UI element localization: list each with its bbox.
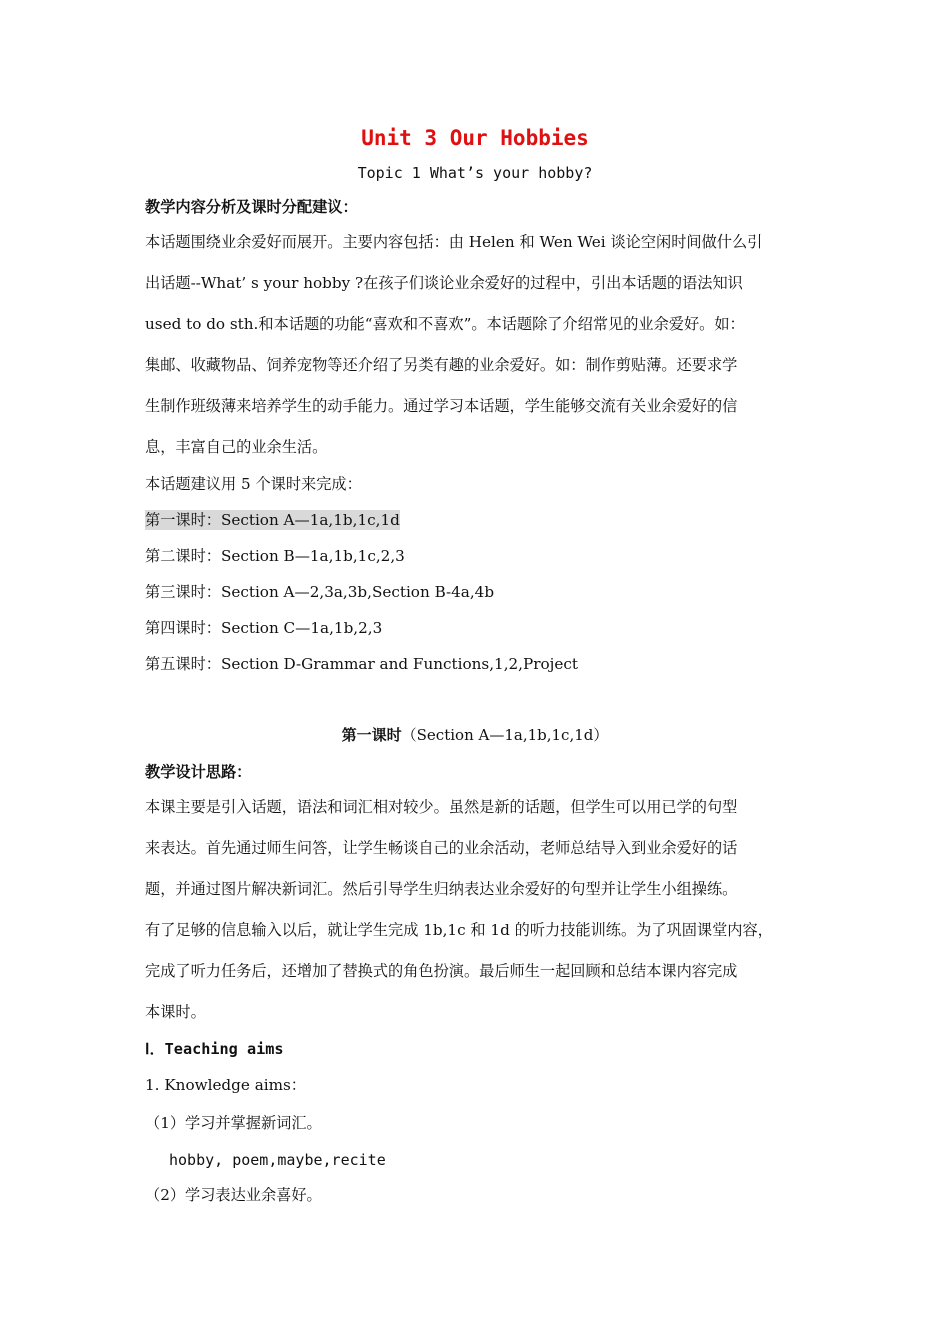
period-item-1: 第一课时：Section A—1a,1b,1c,1d xyxy=(145,511,400,529)
intro-line: 出话题--What’ s your hobby ?在孩子们谈论业余爱好的过程中，引出本话题的语法知识 xyxy=(145,274,743,292)
period-item-3: 第三课时：Section A—2,3a,3b,Section B-4a,4b xyxy=(145,583,495,601)
design-line: 来表达。首先通过师生问答，让学生畅谈自己的业余活动，老师总结导入到业余爱好的话 xyxy=(145,839,738,857)
period-item-2: 第二课时：Section B—1a,1b,1c,2,3 xyxy=(145,547,405,565)
aim-item-2: （2）学习表达业余喜好。 xyxy=(145,1186,322,1204)
design-line: 完成了听力任务后，还增加了替换式的角色扮演。最后师生一起回顾和总结本课内容完成 xyxy=(145,962,738,980)
design-line: 有了足够的信息输入以后，就让学生完成 1b,1c 和 1d 的听力技能训练。为了巩固课堂内容， xyxy=(145,921,773,939)
intro-line: 本话题围绕业余爱好而展开。主要内容包括：由 Helen 和 Wen Wei 谈论空闲时间做什么引 xyxy=(145,233,763,251)
aim-item-1: （1）学习并掌握新词汇。 xyxy=(145,1114,322,1132)
lesson-heading-sections: （Section A—1a,1b,1c,1d） xyxy=(401,726,609,744)
suggest-line: 本话题建议用 5 个课时来完成： xyxy=(145,475,362,493)
intro-line: 生制作班级薄来培养学生的动手能力。通过学习本话题，学生能够交流有关业余爱好的信 xyxy=(145,397,738,415)
design-heading: 教学设计思路： xyxy=(145,763,252,781)
intro-line: 息，丰富自己的业余生活。 xyxy=(145,438,328,456)
lesson-heading xyxy=(0,725,950,745)
design-line: 题，并通过图片解决新词汇。然后引导学生归纳表达业余爱好的句型并让学生小组操练。 xyxy=(145,880,738,898)
doc-subtitle: Topic 1 What’s your hobby? xyxy=(357,164,593,182)
intro-line: used to do sth.和本话题的功能“喜欢和不喜欢”。本话题除了介绍常见的业余爱好。如： xyxy=(145,315,745,333)
design-line: 本课时。 xyxy=(145,1003,206,1021)
period-item-5: 第五课时：Section D-Grammar and Functions,1,2,Project xyxy=(145,655,578,673)
doc-title: Unit 3 Our Hobbies xyxy=(361,126,589,150)
intro-line: 集邮、收藏物品、饲养宠物等还介绍了另类有趣的业余爱好。如：制作剪贴薄。还要求学 xyxy=(145,356,738,374)
vocab-list: hobby, poem,maybe,recite xyxy=(169,1151,386,1169)
teaching-aims-heading: Ⅰ．Teaching aims xyxy=(145,1040,284,1058)
lesson-heading-label: 第一课时 xyxy=(341,726,402,744)
design-line: 本课主要是引入话题，语法和词汇相对较少。虽然是新的话题，但学生可以用已学的句型 xyxy=(145,798,738,816)
period-item-4: 第四课时：Section C—1a,1b,2,3 xyxy=(145,619,383,637)
section-heading-analysis: 教学内容分析及课时分配建议： xyxy=(145,198,358,216)
knowledge-aims-heading: 1. Knowledge aims： xyxy=(145,1076,306,1094)
